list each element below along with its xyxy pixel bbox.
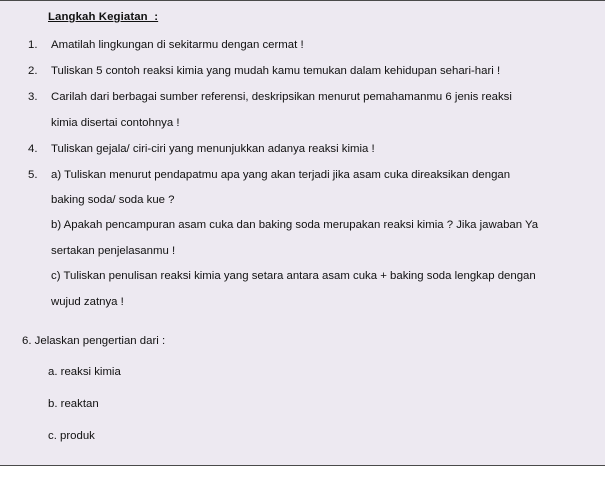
item-text: Tuliskan 5 contoh reaksi kimia yang mudah kamu temukan dalam kehidupan sehari-hari ! [51, 65, 501, 77]
item-text-line2: sertakan penjelasanmu ! [51, 245, 176, 257]
item-text-line2: wujud zatnya ! [51, 296, 124, 308]
section-heading: Langkah Kegiatan : [48, 11, 159, 23]
definition-text: a. reaksi kimia [48, 366, 121, 378]
item-text-line2: baking soda/ soda kue ? [51, 194, 175, 206]
item-text: a) Tuliskan menurut pendapatmu apa yang akan terjadi jika asam cuka direaksikan dengan [51, 169, 511, 181]
item-text: Tuliskan gejala/ ciri-ciri yang menunjukkan adanya reaksi kimia ! [51, 143, 375, 155]
definition-text: b. reaktan [48, 398, 99, 410]
item-number: 3. [28, 91, 38, 103]
item-number: 5. [28, 169, 38, 181]
question-6-text: 6. Jelaskan pengertian dari : [22, 335, 166, 347]
item-text: b) Apakah pencampuran asam cuka dan baking soda merupakan reaksi kimia ? Jika jawaban Ya [51, 219, 539, 231]
item-text: Amatilah lingkungan di sekitarmu dengan cermat ! [51, 39, 304, 51]
item-text: Carilah dari berbagai sumber referensi, deskripsikan menurut pemahamanmu 6 jenis reaksi [51, 91, 512, 103]
item-text-line2: kimia disertai contohnya ! [51, 117, 180, 129]
item-number: 1. [28, 39, 38, 51]
item-text: c) Tuliskan penulisan reaksi kimia yang setara antara asam cuka + baking soda lengkap dengan [51, 270, 536, 282]
item-number: 2. [28, 65, 38, 77]
item-number: 4. [28, 143, 38, 155]
definition-text: c. produk [48, 430, 95, 442]
